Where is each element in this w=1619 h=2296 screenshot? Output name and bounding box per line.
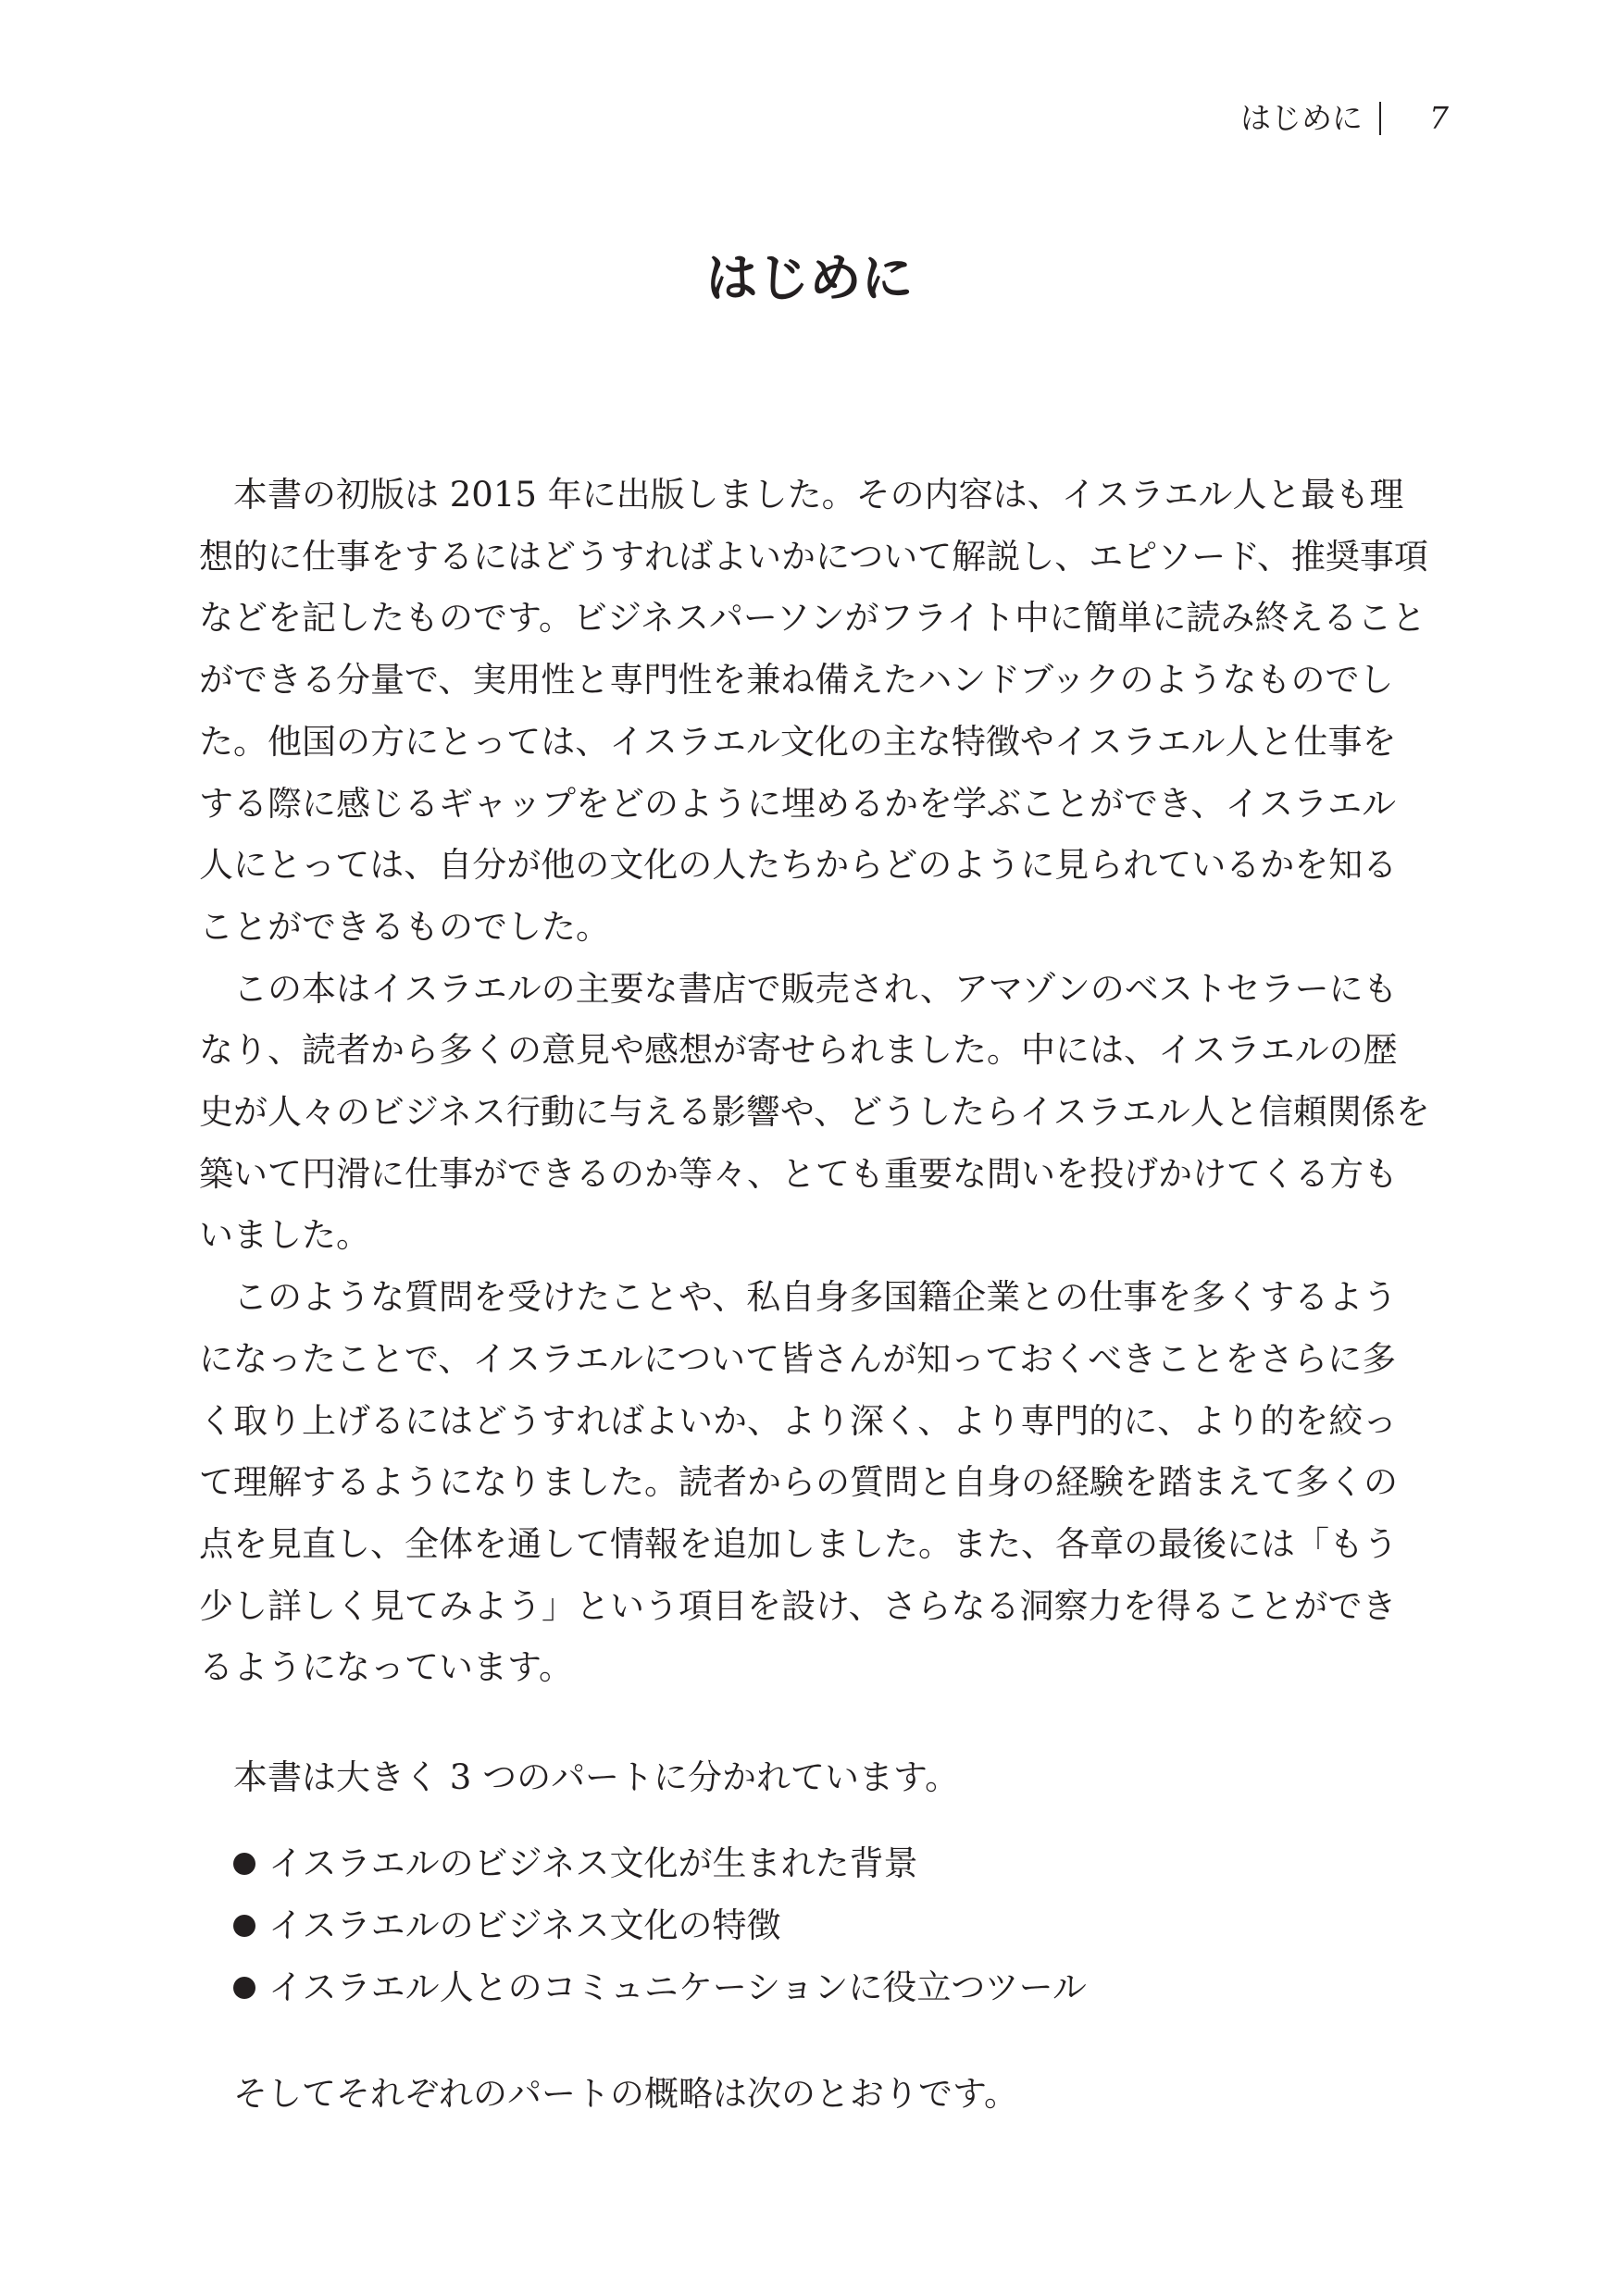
chapter-title: はじめに [705,249,914,309]
bullet-icon [233,1977,255,1999]
list-item [233,1956,1087,2018]
list-item-label: イスラエルのビジネス文化が生まれた背景 [268,1843,918,1883]
bullet-icon [233,1853,255,1875]
list-item-label: イスラエル人とのコミュニケーションに役立つツール [268,1967,1087,2007]
paragraph-2: この本はイスラエルの主要な書店で販売され、アマゾンのベストセラーにもなり、読者から多くの意見や感想が寄せられました。中には、イスラエルの歴史が人々のビジネス行動に与える影響や、どうしたらイスラエル人と信頼関係を築いて円滑に仕事ができるのか等々、とても重要な問いを投げかけてくる方もいました。 [199,968,1430,1256]
list-item [233,1832,1087,1894]
body-text [199,465,1430,1699]
parts-intro: 本書は大きく 3 つのパートに分かれています。 [233,1757,960,1797]
closing-line: そしてそれぞれのパートの概略は次のとおりです。 [233,2074,1019,2114]
running-head-section: はじめに [1240,100,1363,136]
list-item-label: イスラエルのビジネス文化の特徴 [268,1905,781,1945]
bullet-icon [233,1915,255,1937]
paragraph-3: このような質問を受けたことや、私自身多国籍企業との仕事を多くするようになったことで、イスラエルについて皆さんが知っておくべきことをさらに多く取り上げるにはどうすればよいか、より深く、より専門的に、より的を絞って理解するようになりました。読者からの質問と自身の経験を踏まえて多くの点を見直し、全体を通して情報を追加しました。また、各章の最後には「もう少し詳しく見てみよう」という項目を設け、さらなる洞察力を得ることができるようになっています。 [199,1277,1398,1688]
running-head [1240,96,1449,141]
paragraph-1: 本書の初版は 2015 年に出版しました。その内容は、イスラエル人と最も理想的に仕事をするにはどうすればよいかについて解説し、エピソード、推奨事項などを記したものです。ビジネスパーソンがフライト中に簡単に読み終えることができる分量で、実用性と専門性を兼ね備えたハンドブックのようなものでした。他国の方にとっては、イスラエル文化の主な特徴やイスラエル人と仕事をする際に感じるギャップをどのように埋めるかを学ぶことができ、イスラエル人にとっては、自分が他の文化の人たちからどのように見られているかを知ることができるものでした。 [199,475,1428,947]
page-number: 7 [1429,100,1449,136]
list-item [233,1894,1087,1956]
running-head-divider [1379,102,1381,135]
parts-list [233,1832,1087,2018]
